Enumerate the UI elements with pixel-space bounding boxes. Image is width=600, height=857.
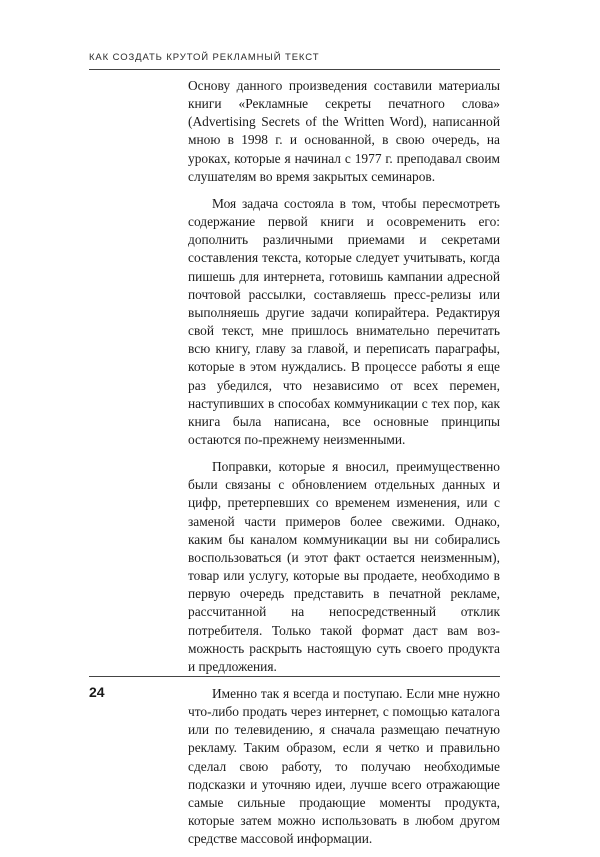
running-header: КАК СОЗДАТЬ КРУТОЙ РЕКЛАМНЫЙ ТЕКСТ (89, 52, 320, 63)
body-text (188, 77, 500, 857)
paragraph-3: Поправки, которые я вносил, преимущественно были связаны с обновлением отдельных данных и цифр, претерпевших со временем изменения, или с заменой части примеров более свежими. Однако, каким бы каналом коммуникации вы ни собирались воспользоваться (и этот факт остается неизменным), товар или услугу, которые вы продаете, необходимо в первую очередь представить в печатной рекламе, рассчитанной на непосредственный отклик потребителя. Только такой формат даст вам возможность раскрыть настоящую суть своего продукта и предложения. (188, 459, 500, 674)
paragraph-2: Моя задача состояла в том, чтобы пересмотреть содержание первой книги и осовременить его: дополнить различными приемами и секретами составления текста, которые следует учитывать, когда пишешь для интернета, готовишь кампании адресной почтовой рассылки, составляешь пресс-релизы или выполняешь другие задачи копирайтера. Редактируя свой текст, мне пришлось внимательно перечитать всю книгу, главу за главой, и переписать параграфы, которые в этом нуждались. В процессе работы я еще раз убедился, что независимо от всех перемен, наступивших в способах коммуникации с тех пор, как книга была написана, все основные принципы остаются по-прежнему неизменными. (188, 195, 500, 447)
paragraph-4: Именно так я всегда и поступаю. Если мне нужно что-либо продать через интернет, с помощью каталога или по телевидению, я сначала размещаю печатную рекламу. Таким образом, если я четко и правильно сделал свою работу, то получаю необходимые подсказки и уточняю идеи, лучше всего отражающие самые сильные продающие моменты продукта, которые затем можно использовать в любом другом средстве массовой информации. (188, 686, 500, 847)
page-number: 24 (89, 684, 105, 700)
footer-rule (89, 676, 500, 677)
header-rule (89, 69, 500, 70)
paragraph-1: Основу данного произведения составили материалы книги «Рекламные секреты печатного слова» (Advertising Secrets of the Written Word), написанной мною в 1998 г. и основанной, в свою очередь, на уроках, которые я начинал с 1977 г. преподавал своим слушателям во время закрытых семинаров. (188, 78, 500, 184)
